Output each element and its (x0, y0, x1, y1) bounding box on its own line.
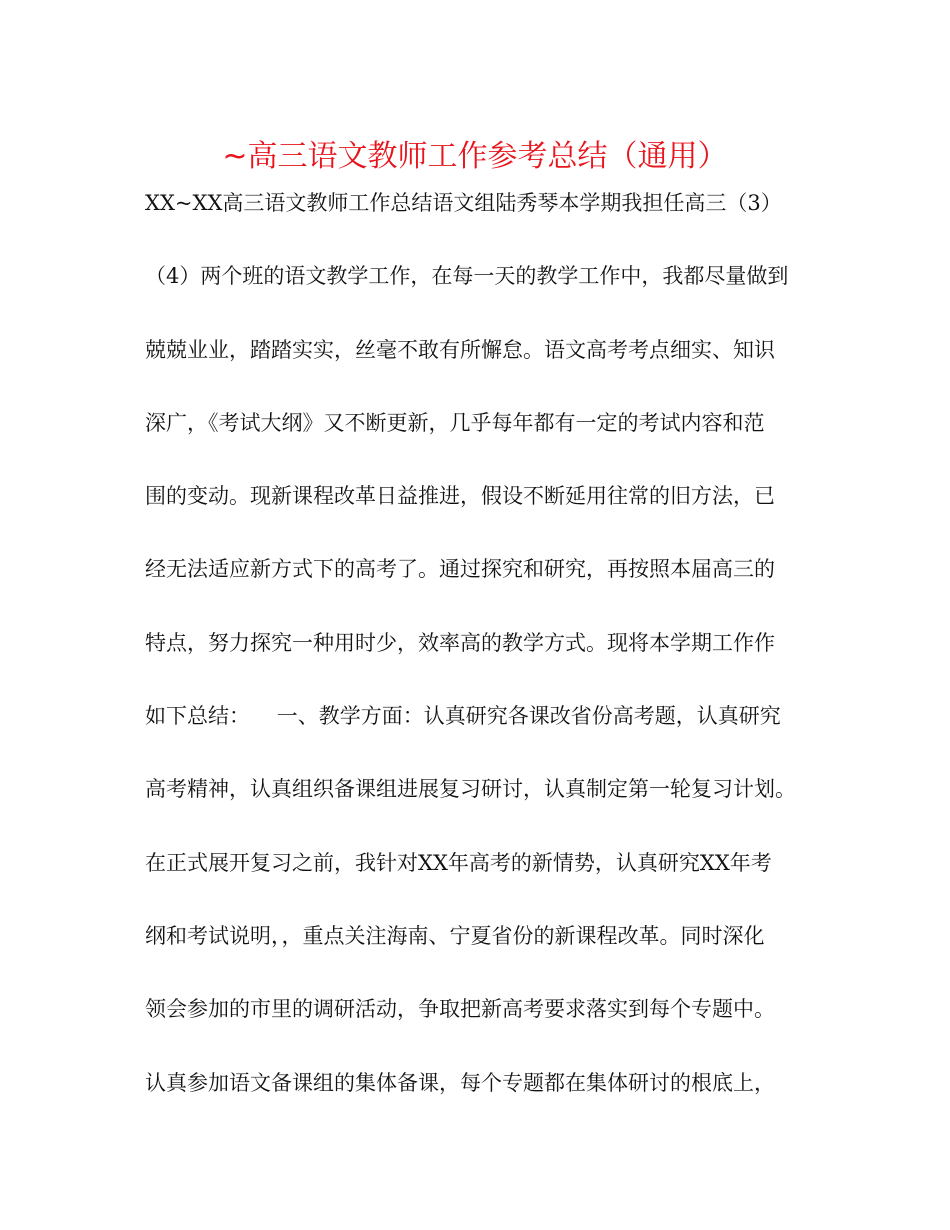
body-line-12: 领会参加的市里的调研活动，争取把新高考要求落实到每个专题中。 (145, 997, 775, 1022)
document-title: ~高三语文教师工作参考总结（通用） (222, 139, 728, 174)
document-body (145, 185, 825, 1138)
body-line-6: 经无法适应新方式下的高考了。通过探究和研究，再按照本届高三的 (145, 557, 775, 582)
body-line-10: 在正式展开复习之前，我针对XX年高考的新情势，认真研究XX年考 (145, 850, 772, 875)
body-line-11: 纲和考试说明，，重点关注海南、宁夏省份的新课程改革。同时深化 (145, 923, 765, 948)
body-line-1: XX~XX高三语文教师工作总结语文组陆秀琴本学期我担任高三（3） (145, 191, 782, 215)
body-line-5: 围的变动。现新课程改革日益推进，假设不断延用往常的旧方法，已 (145, 484, 775, 509)
body-line-9: 高考精神，认真组织备课组进展复习研讨，认真制定第一轮复习计划。 (145, 777, 796, 802)
body-line-2: （4）两个班的语文教学工作，在每一天的教学工作中，我都尽量做到 (145, 264, 789, 289)
body-line-4: 深广，《考试大纲》又不断更新，几乎每年都有一定的考试内容和范 (145, 410, 765, 435)
body-line-13: 认真参加语文备课组的集体备课，每个专题都在集体研讨的根底上， (145, 1070, 775, 1095)
body-line-8: 如下总结： 一、教学方面：认真研究各课改省份高考题，认真研究 (145, 704, 781, 729)
body-line-7: 特点，努力探究一种用时少，效率高的教学方式。现将本学期工作作 (145, 630, 775, 655)
body-line-3: 兢兢业业，踏踏实实，丝毫不敢有所懈怠。语文高考考点细实、知识 (145, 337, 775, 362)
